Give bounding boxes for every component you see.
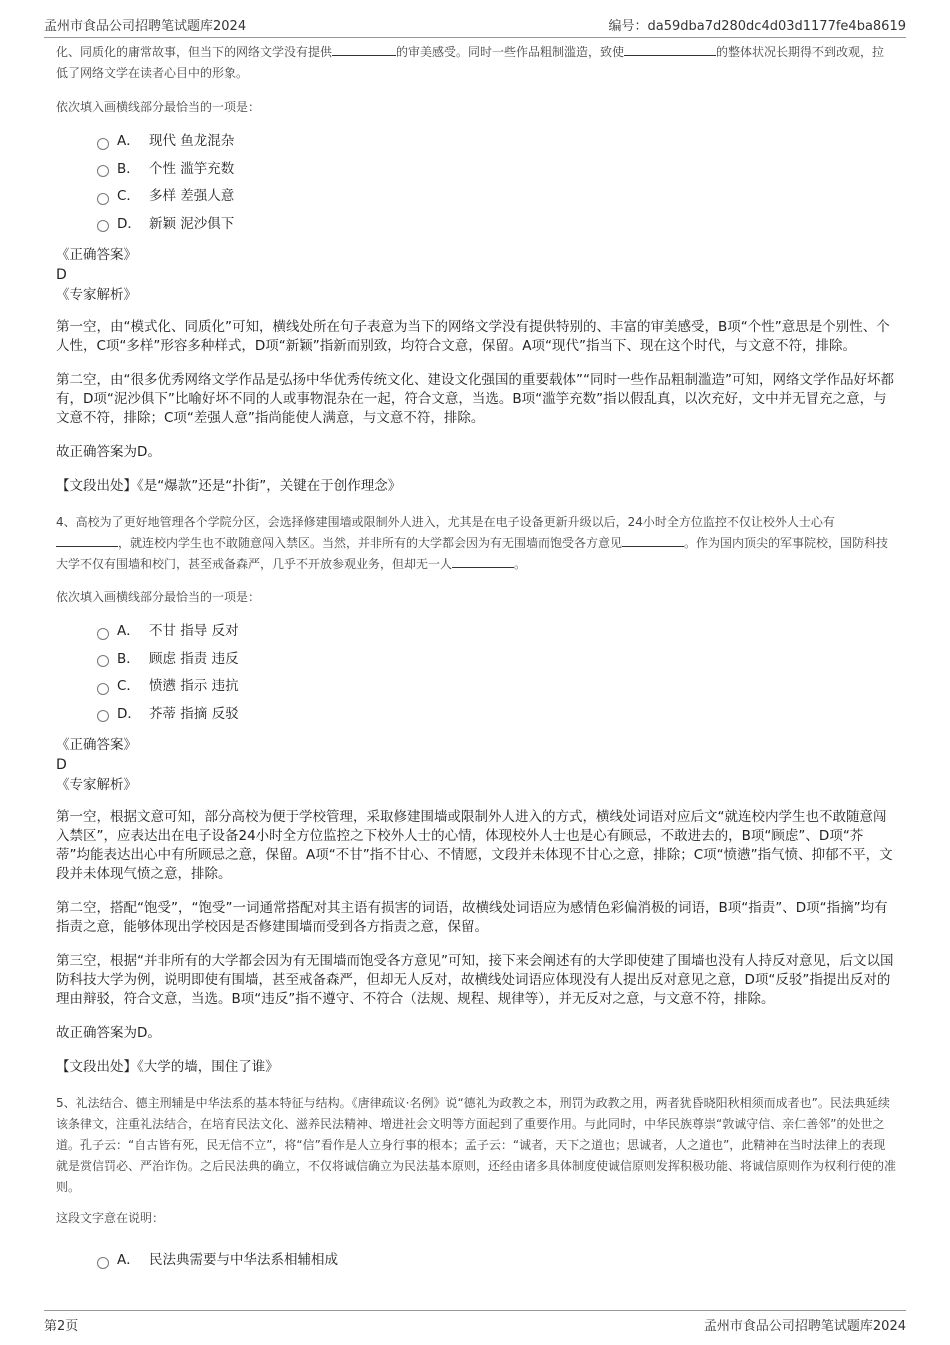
q4-blank-3: [452, 555, 514, 568]
q3-option-b[interactable]: B． 个性 滥竽充数: [97, 156, 896, 184]
q5-option-a[interactable]: A． 民法典需要与中华法系相辅相成: [97, 1247, 896, 1275]
q5-number: 5、: [56, 1096, 76, 1110]
footer-title: 孟州市食品公司招聘笔试题库2024: [703, 1319, 906, 1334]
q3-option-c[interactable]: C． 多样 差强人意: [97, 183, 896, 211]
q5-stem: 5、礼法结合、德主刑辅是中华法系的基本特征与结构。《唐律疏议·名例》说“德礼为政教之本，刑罚为政教之用，两者犹昏晓阳秋相须而成者也”。民法典延续该条律文，注重礼法结合，在培育民法文化、滋养民法精神、增进社会文明等方面起到了重要作用。与此同时，中华民族尊崇“敦诚守信、亲仁善邻”的处世之道。孔子云：“自古皆有死，民无信不立”，将“信”看作是人立身行事的根本；孟子云：“诚者，天下之道也；思诚者，人之道也”，此精神在当时法律上的表现就是赏信罚必、严治诈伪。之后民法典的确立，不仅将诚信确立为民法基本原则，还经由诸多具体制度使诚信原则发挥积极功能、将诚信原则作为权利行使的准则。: [56, 1096, 897, 1194]
q4-answer-label: 《正确答案》: [56, 737, 137, 753]
q4-stem: 4、高校为了更好地管理各个学院分区，会选择修建围墙或限制外人进入，尤其是在电子设备更新升级以后，24小时全方位监控不仅让校外人士心有，就连校内学生也不敢随意闯入禁区。当然，并非所有的大学都会因为有无围墙而饱受各方意见 。作为国内顶尖的军事院校，国防科技大学不仅有围墙和校门，甚至戒备森严，几乎不开放参观业务，但却无一人 。: [56, 515, 889, 571]
radio-icon[interactable]: [97, 628, 109, 640]
q4-options: [97, 618, 896, 728]
q4-prompt: 依次填入画横线部分最恰当的一项是：: [56, 590, 261, 604]
q4-analysis-4: 故正确答案为D。: [56, 1025, 161, 1041]
header-doc-id: 编号：da59dba7d280dc4d03d1177fe4ba8619: [608, 19, 906, 34]
q3-blank-2: [624, 43, 716, 56]
header-title: 孟州市食品公司招聘笔试题库2024: [44, 19, 247, 34]
q4-number: 4、: [56, 515, 76, 529]
radio-icon[interactable]: [97, 165, 109, 177]
q5-prompt: 这段文字意在说明：: [56, 1211, 165, 1225]
radio-icon[interactable]: [97, 220, 109, 232]
q4-option-a[interactable]: A． 不甘 指导 反对: [97, 618, 896, 646]
q4-analysis-1: 第一空，根据文意可知，部分高校为便于学校管理，采取修建围墙或限制外人进入的方式，横线处词语对应后文“就连校内学生也不敢随意闯入禁区”，应表达出在电子设备24小时全方位监控之下校外人士的心情，体现校外人士也是心有顾忌，不敢进去的，B项“顾虑”、D项“芥蒂”均能表达出心中有所顾忌之意，保留。A项“不甘”指不甘心、不情愿，文段并未体现不甘心之意，排除；C项“愤懑”指气愤、抑郁不平，文段并未体现气愤之意，排除。: [56, 809, 893, 882]
page-number: 第2页: [44, 1319, 79, 1334]
q3-answer-label: 《正确答案》: [56, 247, 137, 263]
q4-blank-2: [622, 534, 684, 547]
q3-option-d[interactable]: D． 新颖 泥沙俱下: [97, 211, 896, 239]
q3-analysis-label: 《专家解析》: [56, 287, 137, 303]
radio-icon[interactable]: [97, 1257, 109, 1269]
radio-icon[interactable]: [97, 138, 109, 150]
q4-analysis-2: 第二空，搭配“饱受”，“饱受”一词通常搭配对其主语有损害的词语，故横线处词语应为感情色彩偏消极的词语，B项“指责”、D项“指摘”均有指责之意，能够体现出学校因是否修建围墙而受到各方指责之意，保留。: [56, 900, 888, 935]
q3-stem: 化、同质化的庸常故事，但当下的网络文学没有提供 的审美感受。同时一些作品粗制滥造，致使 的整体状况长期得不到改观，拉低了网络文学在读者心目中的形象。: [56, 45, 885, 80]
q3-source: 【文段出处】《是“爆款”还是“扑街”，关键在于创作理念》: [56, 478, 402, 494]
q4-analysis-label: 《专家解析》: [56, 777, 137, 793]
q5-options: [97, 1247, 896, 1275]
q3-analysis-1: 第一空，由“模式化、同质化”可知，横线处所在句子表意为当下的网络文学没有提供特别的、丰富的审美感受，B项“个性”意思是个别性、个人性，C项“多样”形容多种样式，D项“新颖”指新而别致，均符合文意，保留。A项“现代”指当下、现在这个时代，与文意不符，排除。: [56, 319, 890, 354]
document-body: [56, 42, 896, 1275]
q4-answer: D: [56, 757, 67, 773]
q3-blank-1: [332, 43, 396, 56]
q4-blank-1: [56, 534, 118, 547]
q3-options: [97, 128, 896, 238]
q3-analysis-2: 第二空，由“很多优秀网络文学作品是弘扬中华优秀传统文化、建设文化强国的重要载体”“同时一些作品粗制滥造”可知，网络文学作品好坏都有，D项“泥沙俱下”比喻好坏不同的人或事物混杂在一起，符合文意，当选。B项“滥竽充数”指以假乱真，以次充好，文中并无冒充之意，与文意不符，排除；C项“差强人意”指尚能使人满意，与文意不符，排除。: [56, 372, 894, 426]
q3-prompt: 依次填入画横线部分最恰当的一项是：: [56, 100, 261, 114]
radio-icon[interactable]: [97, 710, 109, 722]
q4-option-d[interactable]: D． 芥蒂 指摘 反驳: [97, 701, 896, 729]
q4-option-b[interactable]: B． 顾虑 指责 违反: [97, 646, 896, 674]
radio-icon[interactable]: [97, 683, 109, 695]
page-footer: [44, 1310, 906, 1336]
q4-source: 【文段出处】《大学的墙，围住了谁》: [56, 1059, 279, 1075]
q3-answer: D: [56, 267, 67, 283]
q4-option-c[interactable]: C． 愤懑 指示 违抗: [97, 673, 896, 701]
radio-icon[interactable]: [97, 655, 109, 667]
q3-option-a[interactable]: A． 现代 鱼龙混杂: [97, 128, 896, 156]
radio-icon[interactable]: [97, 193, 109, 205]
page-header: [44, 12, 906, 38]
q4-analysis-3: 第三空，根据“并非所有的大学都会因为有无围墙而饱受各方意见”可知，接下来会阐述有的大学即使建了围墙也没有人持反对意见，后文以国防科技大学为例，说明即使有围墙，甚至戒备森严，但却无人反对，故横线处词语应体现没有人提出反对意见之意，D项“反驳”指提出反对的理由辩驳，符合文意，当选。B项“违反”指不遵守、不符合（法规、规程、规律等），并无反对之意，与文意不符，排除。: [56, 953, 894, 1007]
q3-analysis-3: 故正确答案为D。: [56, 444, 161, 460]
